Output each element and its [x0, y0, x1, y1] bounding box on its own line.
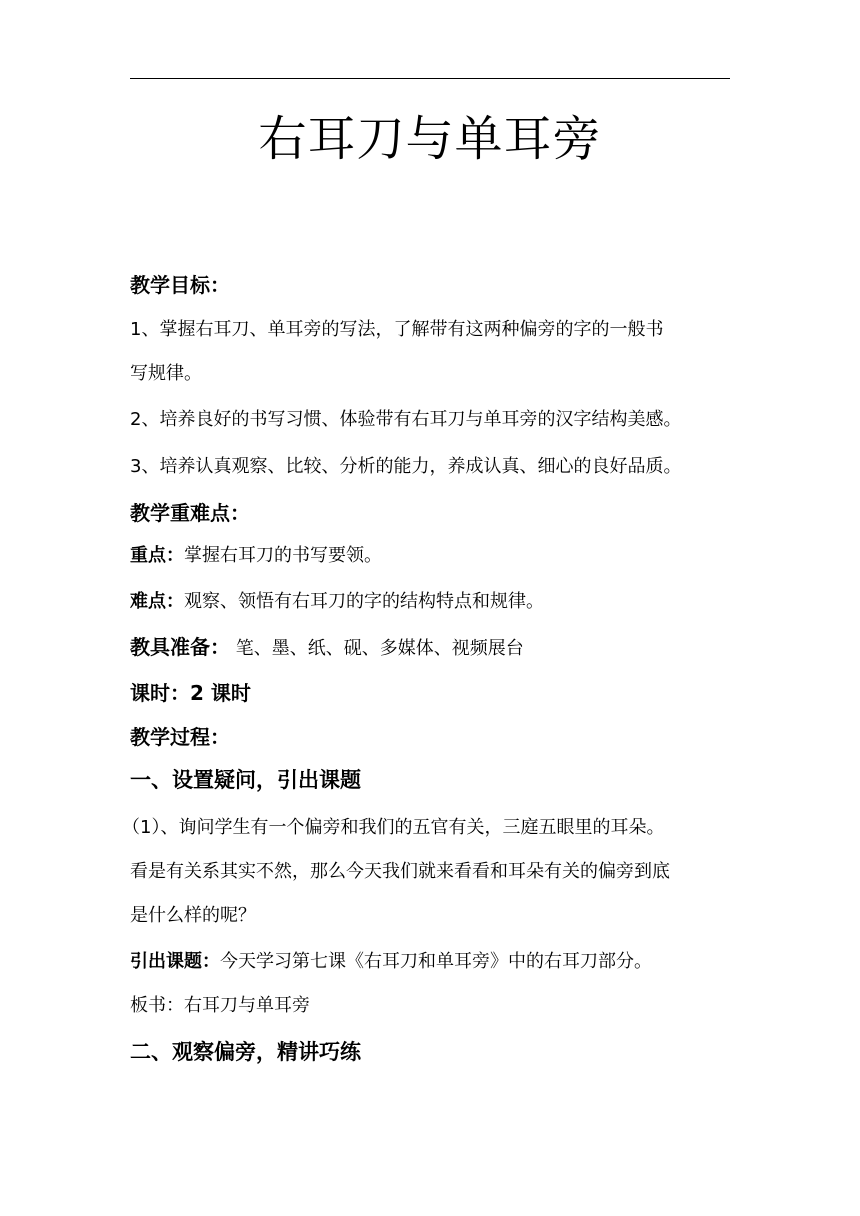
hours-value: 2 课时 — [190, 681, 251, 705]
difficulty-line — [130, 590, 544, 614]
difficulty-text: 观察、领悟有右耳刀的字的结构特点和规律。 — [184, 591, 544, 612]
objectives-heading: 教学目标： — [130, 273, 230, 297]
header-rule — [130, 78, 730, 79]
board-line: 板书：右耳刀与单耳旁 — [130, 995, 310, 1016]
materials-text: 笔、墨、纸、砚、多媒体、视频展台 — [230, 638, 524, 659]
focus-label: 重点： — [130, 545, 184, 566]
hours-line — [130, 680, 251, 706]
section-1-heading: 一、设置疑问，引出课题 — [130, 768, 361, 792]
section-2-heading: 二、观察偏旁，精讲巧练 — [130, 1040, 361, 1064]
objective-2: 2、培养良好的书写习惯、体验带有右耳刀与单耳旁的汉字结构美感。 — [130, 409, 682, 430]
materials-line — [130, 634, 524, 661]
process-heading: 教学过程： — [130, 725, 230, 749]
objective-1-line-1: 1、掌握右耳刀、单耳旁的写法，了解带有这两种偏旁的字的一般书 — [130, 319, 664, 340]
materials-label: 教具准备： — [130, 635, 230, 659]
hours-label: 课时： — [130, 681, 190, 705]
intro-label: 引出课题： — [130, 951, 220, 972]
difficulty-label: 难点： — [130, 591, 184, 612]
section-1-para-line-1: （1）、询问学生有一个偏旁和我们的五官有关，三庭五眼里的耳朵。 — [122, 817, 665, 838]
objective-1-line-2: 写规律。 — [130, 363, 202, 384]
intro-line — [130, 950, 652, 974]
focus-text: 掌握右耳刀的书写要领。 — [184, 545, 382, 566]
intro-text: 今天学习第七课《右耳刀和单耳旁》中的右耳刀部分。 — [220, 951, 652, 972]
document-title: 右耳刀与单耳旁 — [258, 111, 602, 167]
section-1-para-line-2: 看是有关系其实不然，那么今天我们就来看看和耳朵有关的偏旁到底 — [130, 861, 670, 882]
section-1-para-line-3: 是什么样的呢？ — [130, 905, 256, 926]
focus-line — [130, 544, 382, 568]
objective-3: 3、培养认真观察、比较、分析的能力，养成认真、细心的良好品质。 — [130, 456, 682, 477]
key-points-heading: 教学重难点： — [130, 501, 250, 525]
